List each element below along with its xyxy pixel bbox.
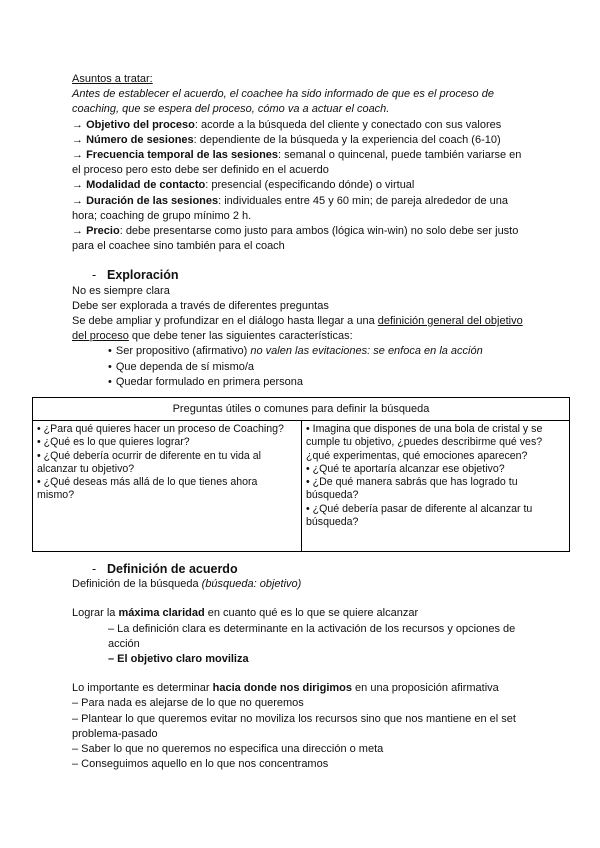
bullet-icon: •: [108, 360, 112, 373]
arrow-icon: →: [72, 133, 83, 146]
text-run: en una proposición afirmativa: [352, 682, 499, 695]
section-heading-exploracion: [92, 268, 532, 283]
intro-item-modalidad: [72, 178, 532, 193]
list-item: – Conseguimos aquello en lo que nos concentramos: [72, 758, 329, 771]
item-text: : individuales entre 45 y 60 min; de pareja alrededor de una hora; coaching de grupo mínimo 2 h.: [72, 194, 508, 222]
item-label: Precio: [86, 225, 120, 238]
arrow-icon: →: [72, 194, 83, 207]
text-run: Lograr la: [72, 607, 119, 620]
text-run: (búsqueda: objetivo): [201, 578, 302, 591]
item-text: : acorde a la búsqueda del cliente y conectado con sus valores: [194, 118, 502, 131]
text-run: Lo importante es determinar: [72, 682, 213, 695]
questions-table: [32, 397, 570, 552]
question-item: • ¿Qué debería ocurrir de diferente en tu vida al alcanzar tu objetivo?: [37, 449, 261, 475]
exploracion-line: No es siempre clara: [72, 284, 170, 297]
text-run: Se debe ampliar y profundizar en el diálogo hasta llegar a una: [72, 315, 378, 328]
item-text: : dependiente de la búsqueda y la experiencia del coach (6-10): [193, 133, 501, 146]
text-run: Que dependa de sí mismo/a: [115, 360, 255, 373]
claridad-subitem: [108, 652, 532, 667]
item-label: Número de sesiones: [86, 133, 194, 146]
text-run: máxima claridad: [118, 607, 205, 620]
list-item: – Saber lo que no queremos no especifica una dirección o meta: [72, 743, 384, 756]
item-text: : debe presentarse como justo para ambos (lógica win-win) no solo debe ser justo para el coachee sino también para el coach: [72, 225, 519, 253]
arrow-icon: →: [72, 225, 83, 238]
exploracion-line: Debe ser explorada a través de diferentes preguntas: [72, 299, 329, 312]
item-text: : semanal o quincenal, puede también variarse en el proceso pero esto debe ser definido en el acuerdo: [72, 149, 522, 177]
question-item: • ¿Qué te aportaría alcanzar ese objetivo?: [306, 462, 505, 475]
arrow-icon: →: [72, 118, 83, 131]
intro-item-numero: [72, 133, 532, 148]
list-item: [108, 360, 532, 375]
section-title: Exploración: [107, 268, 179, 283]
arrow-icon: →: [72, 179, 83, 192]
arrow-icon: →: [72, 149, 83, 162]
intro-section: [72, 72, 532, 390]
question-item: • ¿Para qué quieres hacer un proceso de Coaching?: [37, 423, 284, 435]
question-item: • ¿Qué deseas más allá de lo que tienes ahora mismo?: [37, 476, 258, 502]
intro-item-objetivo: [72, 118, 532, 133]
text-run: hacia donde nos dirigimos: [212, 682, 352, 695]
intro-italic-note: Antes de establecer el acuerdo, el coachee ha sido informado de que es el proceso de coaching, que se espera del proceso, cómo va a actuar el coach.: [72, 88, 494, 116]
acuerdo-subtitle: [72, 577, 532, 592]
bullet-icon: •: [108, 375, 112, 388]
table-header: Preguntas útiles o comunes para definir la búsqueda: [33, 398, 569, 421]
list-item: [108, 375, 532, 390]
claridad-subitem: – La definición clara es determinante en la activación de los recursos y opciones de acción: [108, 622, 516, 650]
table-cell-right: [301, 421, 569, 551]
intro-heading: Asuntos a tratar:: [72, 73, 153, 85]
text-run: Ser propositivo (afirmativo): [115, 345, 251, 358]
question-item: • ¿Qué es lo que quieres lograr?: [37, 436, 190, 449]
text-run: no valen las evitaciones: se enfoca en la acción: [250, 345, 483, 358]
question-item: • Imagina que dispones de una bola de cristal y se cumple tu objetivo, ¿puedes describirme qué ves? ¿qué experimentas, qué emociones aparecen?: [306, 423, 543, 462]
list-item: – Para nada es alejarse de lo que no queremos: [72, 697, 304, 710]
claridad-line: [72, 606, 532, 621]
text-run: Definición de la búsqueda: [72, 578, 202, 591]
item-label: Objetivo del proceso: [86, 118, 195, 131]
item-text: : presencial (especificando dónde) o virtual: [205, 179, 415, 192]
importante-line: [72, 681, 532, 696]
section-title: Definición de acuerdo: [107, 562, 238, 576]
table-cell-left: [33, 421, 301, 551]
section-heading-acuerdo: [92, 562, 532, 577]
text-run: – El objetivo claro moviliza: [108, 653, 249, 666]
text-run: en cuanto qué es lo que se quiere alcanzar: [204, 607, 419, 620]
list-item: – Plantear lo que queremos evitar no moviliza los recursos sino que nos mantiene en el set problema-pasado: [72, 712, 516, 740]
question-item: • ¿De qué manera sabrás que has logrado tu búsqueda?: [306, 476, 518, 502]
intro-item-frecuencia: [72, 148, 532, 178]
text-run: que debe tener las siguientes características:: [128, 330, 353, 343]
acuerdo-section: [72, 562, 532, 772]
item-label: Modalidad de contacto: [86, 179, 206, 192]
question-item: • ¿Qué debería pasar de diferente al alcanzar tu búsqueda?: [306, 502, 533, 529]
dash-marker: -: [92, 268, 97, 283]
item-label: Frecuencia temporal de las sesiones: [86, 149, 279, 162]
text-run: Quedar formulado en primera persona: [115, 375, 303, 388]
list-item: [108, 344, 532, 359]
item-label: Duración de las sesiones: [86, 194, 219, 207]
objective-definition-link: definición general del objetivo del proceso: [72, 315, 523, 343]
intro-item-precio: [72, 224, 532, 254]
table-row: [33, 421, 569, 551]
dash-marker: -: [92, 562, 97, 576]
exploracion-line: [72, 314, 532, 344]
intro-item-duracion: [72, 194, 532, 224]
bullet-icon: •: [108, 345, 112, 358]
